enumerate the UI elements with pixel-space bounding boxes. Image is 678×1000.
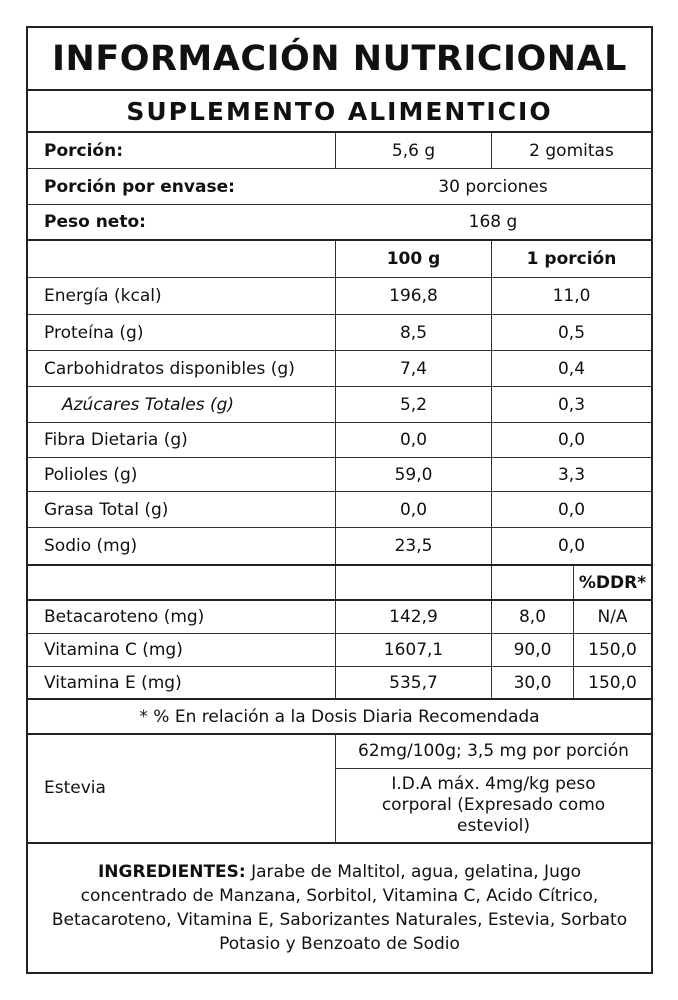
label-title: INFORMACIÓN NUTRICIONAL — [52, 38, 627, 79]
column-header-ddr: %DDR* — [573, 566, 651, 599]
vitamin-per-serving: 30,0 — [491, 667, 573, 698]
nutrient-per-serving: 0,4 — [491, 351, 651, 386]
vitamin-ddr: N/A — [573, 601, 651, 633]
serving-units: 2 gomitas — [491, 133, 651, 168]
nutrient-per100: 8,5 — [335, 315, 491, 350]
label-subtitle: SUPLEMENTO ALIMENTICIO — [126, 96, 553, 126]
vitamin-per100: 535,7 — [335, 667, 491, 698]
nutrient-per100: 59,0 — [335, 458, 491, 491]
net-weight-label: Peso neto: — [44, 212, 146, 232]
nutrient-name: Fibra Dietaria (g) — [44, 430, 188, 450]
nutrient-row — [28, 528, 651, 566]
footnote: * % En relación a la Dosis Diaria Recomendada — [139, 706, 540, 727]
nutrient-row — [28, 423, 651, 458]
nutrient-name: Azúcares Totales (g) — [62, 394, 235, 415]
nutrient-per100: 0,0 — [335, 492, 491, 527]
ingredients-text: Jarabe de Maltitol, agua, gelatina, Jugo concentrado de Manzana, Sorbitol, Vitamina C, Acido Cítrico, Betacaroteno, Vitamina E, Saborizantes Naturales, Estevia, Sorbato Potasio y Benzoato de Sodio — [51, 862, 628, 954]
title-row — [28, 28, 651, 91]
nutrient-per-serving: 0,0 — [491, 528, 651, 564]
nutrient-row — [28, 315, 651, 351]
column-header-100g: 100 g — [335, 241, 491, 277]
vitamin-per-serving: 90,0 — [491, 634, 573, 666]
servings-per-container-row — [28, 169, 651, 205]
stevia-label: Estevia — [44, 778, 106, 798]
nutrient-row — [28, 351, 651, 387]
nutrient-per-serving: 0,5 — [491, 315, 651, 350]
nutrient-per-serving: 0,0 — [491, 423, 651, 457]
nutrient-row — [28, 278, 651, 315]
servings-per-container-label: Porción por envase: — [44, 176, 235, 197]
net-weight-row — [28, 205, 651, 241]
ddr-header-row — [28, 566, 651, 601]
net-weight-value: 168 g — [468, 212, 518, 232]
nutrient-per100: 196,8 — [335, 278, 491, 314]
nutrient-name: Grasa Total (g) — [44, 499, 169, 520]
serving-row — [28, 133, 651, 169]
nutrient-per100: 5,2 — [335, 387, 491, 422]
nutrient-name: Energía (kcal) — [44, 286, 162, 306]
vitamin-ddr: 150,0 — [573, 667, 651, 698]
vitamin-per100: 1607,1 — [335, 634, 491, 666]
nutrient-row — [28, 492, 651, 528]
nutrient-name: Proteína (g) — [44, 322, 144, 343]
column-header-row — [28, 241, 651, 278]
nutrient-per100: 0,0 — [335, 423, 491, 457]
column-header-serving: 1 porción — [491, 241, 651, 277]
nutrient-per100: 7,4 — [335, 351, 491, 386]
nutrient-name: Sodio (mg) — [44, 536, 138, 556]
vitamin-row — [28, 634, 651, 667]
stevia-row — [28, 734, 651, 844]
nutrient-per-serving: 0,0 — [491, 492, 651, 527]
serving-label: Porción: — [44, 140, 124, 161]
serving-grams: 5,6 g — [335, 133, 491, 168]
footnote-row — [28, 700, 651, 735]
vitamin-row — [28, 601, 651, 634]
vitamin-name: Vitamina E (mg) — [44, 672, 182, 693]
ingredients-label: INGREDIENTES: — [97, 862, 246, 882]
nutrient-name: Polioles (g) — [44, 464, 138, 485]
vitamin-name: Vitamina C (mg) — [44, 640, 183, 660]
nutrient-per-serving: 3,3 — [491, 458, 651, 491]
servings-per-container-value: 30 porciones — [438, 176, 548, 197]
stevia-amount: 62mg/100g; 3,5 mg por porción — [335, 734, 651, 769]
vitamin-row — [28, 667, 651, 700]
vitamin-name: Betacaroteno (mg) — [44, 607, 205, 627]
vitamin-per-serving: 8,0 — [491, 601, 573, 633]
nutrient-per-serving: 11,0 — [491, 278, 651, 314]
stevia-ida: I.D.A máx. 4mg/kg peso corporal (Expresado como esteviol) — [335, 769, 651, 842]
nutrient-per-serving: 0,3 — [491, 387, 651, 422]
nutrient-row — [28, 387, 651, 423]
ingredients-section — [28, 844, 651, 972]
vitamin-ddr: 150,0 — [573, 634, 651, 666]
nutrient-per100: 23,5 — [335, 528, 491, 564]
nutrient-name: Carbohidratos disponibles (g) — [44, 358, 295, 379]
nutrition-label — [26, 26, 653, 974]
nutrient-row — [28, 458, 651, 492]
subtitle-row — [28, 91, 651, 133]
vitamin-per100: 142,9 — [335, 601, 491, 633]
